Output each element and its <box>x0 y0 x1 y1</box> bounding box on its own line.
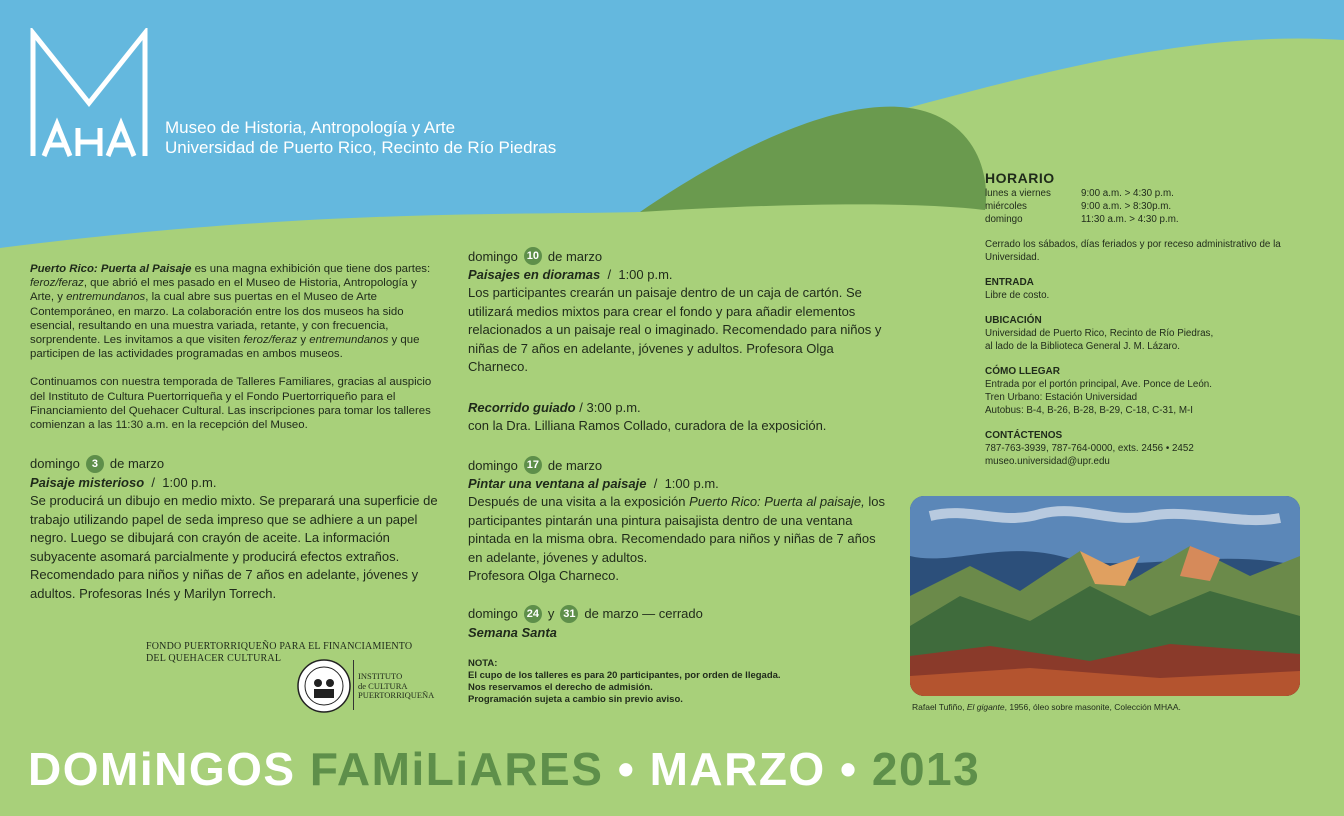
desc-text: Después de una visita a la exposición <box>468 494 690 509</box>
date-badge: 17 <box>524 456 542 474</box>
intro-feroz: feroz/feraz <box>30 277 84 290</box>
tour-time: / 3:00 p.m. <box>579 399 641 415</box>
icp-sponsor-text <box>358 672 434 701</box>
hours-row <box>985 187 1179 200</box>
footer-dot: • <box>617 743 636 795</box>
nota-line: El cupo de los talleres es para 20 participantes, por orden de llegada. <box>468 669 781 681</box>
date-badge: 24 <box>524 605 542 623</box>
entrada-heading: ENTRADA <box>985 277 1034 288</box>
hours-row <box>985 200 1179 213</box>
separator: / <box>151 475 156 491</box>
hours-day: miércoles <box>985 201 1027 212</box>
intro-text: es una magna exhibición que tiene dos partes: <box>191 263 431 275</box>
date-badge: 31 <box>560 605 578 623</box>
session-date <box>468 455 888 475</box>
ubicacion-line: Universidad de Puerto Rico, Recinto de Río Piedras, <box>985 328 1214 339</box>
session-march-17 <box>468 455 888 586</box>
session-month: de marzo <box>547 457 603 473</box>
session-day: domingo <box>468 606 518 621</box>
ubicacion-section <box>985 314 1285 353</box>
horario-heading: HORARIO <box>985 170 1055 186</box>
como-llegar-line: Tren Urbano: Estación Universidad <box>985 392 1138 403</box>
exhibition-title: Puerto Rico: Puerta al Paisaje <box>30 263 192 275</box>
footer-word: DOMiNGOS <box>28 743 296 795</box>
session-march-24-31 <box>468 604 888 642</box>
contact-email[interactable]: museo.universidad@upr.edu <box>985 456 1110 467</box>
workshop-title: Paisaje misterioso <box>30 475 145 491</box>
workshop-title: Pintar una ventana al paisaje <box>468 476 647 491</box>
workshop-description: Se producirá un dibujo en medio mixto. Se preparará una superficie de trabajo utilizando papel de seda impreso que se adhiere a un papel negro. Luego se dibujará con crayón de aceite. La información subyacente asomará parcialmente y producirá efectos extraños. Recomendado para niños y niñas de 7 años en adelante, jóvenes y adultos. Profesoras Inés y Marilyn Torrech. <box>30 493 438 601</box>
contact-heading: CONTÁCTENOS <box>985 430 1063 441</box>
painting-image <box>910 496 1300 696</box>
museum-name-line2: Universidad de Puerto Rico, Recinto de Río Piedras <box>165 138 557 157</box>
workshop-title: Paisajes en dioramas <box>468 267 601 282</box>
como-llegar-section <box>985 365 1285 417</box>
nota-label: NOTA: <box>468 657 498 669</box>
mhaha-logo <box>28 28 150 158</box>
intro-text: y que participen de las actividades programadas en ambos museos. <box>30 334 420 361</box>
caption-artist: Rafael Tufiño, <box>912 702 967 712</box>
separator: / <box>653 476 658 491</box>
icp-line3: PUERTORRIQUEÑA <box>358 690 435 700</box>
hours-day: domingo <box>985 214 1023 225</box>
separator: / <box>607 267 612 282</box>
fondo-line1: FONDO PUERTORRIQUEÑO PARA EL FINANCIAMIENTO <box>146 641 413 652</box>
ubicacion-heading: UBICACIÓN <box>985 315 1042 326</box>
icp-line2: de CULTURA <box>358 680 408 691</box>
session-march-3 <box>30 454 442 603</box>
tour-name: Recorrido guiado <box>468 399 576 415</box>
session-date <box>30 454 442 474</box>
caption-title: El gigante <box>966 702 1005 712</box>
hours-day: lunes a viernes <box>985 188 1051 199</box>
schedule-column <box>468 246 888 706</box>
footer-title <box>28 742 980 796</box>
session-day: domingo <box>468 248 518 264</box>
session-month: de marzo — cerrado <box>584 606 703 621</box>
intro-column <box>30 262 442 617</box>
contact-section <box>985 429 1285 468</box>
session-title <box>468 624 888 642</box>
museum-name-line1: Museo de Historia, Antropología y Arte <box>165 118 456 137</box>
tour-description: con la Dra. Lilliana Ramos Collado, curadora de la exposición. <box>468 417 827 433</box>
session-title <box>30 474 442 492</box>
ubicacion-line: al lado de la Biblioteca General J. M. Lázaro. <box>985 341 1180 352</box>
como-llegar-line: Autobus: B-4, B-26, B-28, B-29, C-18, C-31, M-I <box>985 405 1193 416</box>
footer-word: FAMiLiARES <box>309 743 604 795</box>
icp-line1: INSTITUTO <box>358 671 403 681</box>
hours-time: 9:00 a.m. > 4:30 p.m. <box>1081 188 1174 199</box>
museum-name <box>165 118 556 158</box>
footer-word: MARZO <box>649 743 826 795</box>
icp-seal-icon <box>296 658 352 714</box>
como-llegar-heading: CÓMO LLEGAR <box>985 366 1060 377</box>
closed-notice: Cerrado los sábados, días feriados y por receso administrativo de la Universidad. <box>985 239 1281 263</box>
desc-teacher: Profesora Olga Charneco. <box>468 568 620 583</box>
intro-paragraph-1 <box>30 262 442 361</box>
guided-tour <box>468 399 888 436</box>
desc-exhibition: Puerto Rico: Puerta al paisaje, <box>689 494 865 509</box>
como-llegar-line: Entrada por el portón principal, Ave. Ponce de León. <box>985 379 1212 390</box>
session-date <box>468 246 888 266</box>
contact-phones: 787-763-3939, 787-764-0000, exts. 2456 • 2452 <box>985 443 1194 454</box>
session-day: domingo <box>30 456 80 472</box>
nota-line: Programación sujeta a cambio sin previo aviso. <box>468 693 683 705</box>
desc-text: los participantes pintarán una pintura paisajista dentro de una ventana pintada en la misma obra. Recomendado para niños y niñas de 7 años en adelante, jóvenes y adultos. <box>468 494 885 565</box>
session-month: de marzo <box>547 248 603 264</box>
footer-dot: • <box>840 743 858 795</box>
tour-title <box>468 399 888 417</box>
date-badge: 3 <box>86 455 104 473</box>
workshop-description: Los participantes crearán un paisaje dentro de un caja de cartón. Se utilizará medios mixtos para crear el fondo y para añadir elementos relacionados a un paisaje real o imaginado. Recomendado para niños y niñas de 7 años en adelante, jóvenes y adultos. Profesora Olga Charneco. <box>468 285 882 374</box>
intro-entremundanos: entremundanos <box>309 334 389 347</box>
session-title <box>468 475 888 493</box>
hours-section <box>985 187 1285 226</box>
entrada-text: Libre de costo. <box>985 290 1050 301</box>
info-column <box>985 172 1285 480</box>
date-badge: 10 <box>524 247 542 265</box>
intro-text: , la cual abre sus puertas en el Museo de Arte Contemporáneo, en marzo. La colaboración entre los dos museos ha sido esencial, resultando en una muestra variada, retante, y con frecuencia, sorprendente. Les invitamos a que visiten <box>30 291 404 347</box>
hours-time: 11:30 a.m. > 4:30 p.m. <box>1081 214 1179 225</box>
intro-feroz: feroz/feraz <box>243 334 298 347</box>
session-title <box>468 266 888 284</box>
fondo-line2: DEL QUEHACER CULTURAL <box>146 653 282 664</box>
workshop-time: 1:00 p.m. <box>162 475 217 491</box>
session-date <box>468 604 888 624</box>
session-march-10 <box>468 246 888 377</box>
hours-table <box>985 187 1179 226</box>
nota <box>468 658 888 706</box>
hours-time: 9:00 a.m. > 8:30p.m. <box>1081 201 1172 212</box>
intro-entremundanos: entremundanos <box>66 291 146 304</box>
entrada-section <box>985 276 1285 302</box>
date-conjunction: y <box>547 606 555 621</box>
workshop-time: 1:00 p.m. <box>664 476 719 491</box>
hours-row <box>985 213 1179 226</box>
holiday-title: Semana Santa <box>468 624 557 640</box>
session-day: domingo <box>468 457 518 473</box>
footer-word: 2013 <box>871 743 981 795</box>
icp-divider <box>353 660 354 710</box>
session-month: de marzo <box>109 456 165 472</box>
intro-text: , que abrió el mes pasado en el Museo de Historia, Antropología y Arte, y <box>30 277 417 304</box>
intro-text: y <box>297 334 310 347</box>
workshop-time: 1:00 p.m. <box>618 267 673 282</box>
nota-line: Nos reservamos el derecho de admisión. <box>468 681 653 693</box>
painting-caption <box>912 702 1181 712</box>
caption-details: , 1956, óleo sobre masonite, Colección MHAA. <box>1004 702 1181 712</box>
intro-paragraph-2: Continuamos con nuestra temporada de Talleres Familiares, gracias al auspicio del Instituto de Cultura Puertorriqueña y el Fondo Puertorriqueño para el Financiamiento del Quehacer Cultural. Las inscripciones para tomar los talleres comienzan a las 11:30 a.m. en la recepción del Museo. <box>30 376 432 432</box>
workshop-description <box>468 493 888 586</box>
